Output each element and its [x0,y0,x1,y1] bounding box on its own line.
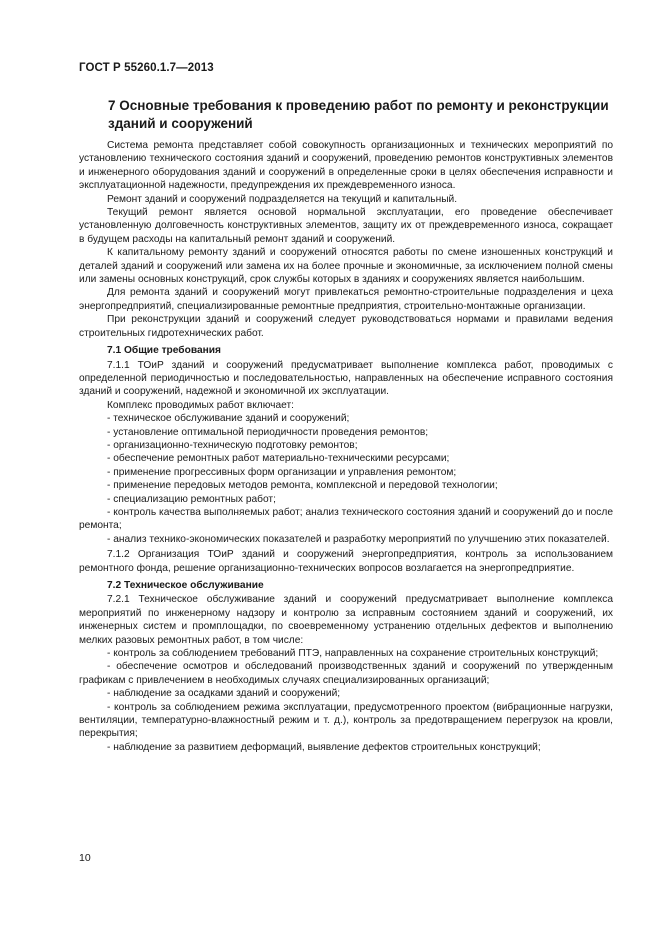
list-item: - техническое обслуживание зданий и сооружений; [107,413,350,425]
list-item: - контроль за соблюдением требований ПТЭ, направленных на сохранение строительных конструкций; [107,648,599,660]
list-item: - наблюдение за развитием деформаций, выявление дефектов строительных конструкций; [107,741,541,753]
page-number: 10 [79,852,91,864]
list-item: - наблюдение за осадками зданий и сооружений; [107,688,341,700]
list-item: - обеспечение ремонтных работ материально-техническими ресурсами; [107,453,450,465]
document-body [79,139,613,754]
document-header: ГОСТ Р 55260.1.7—2013 [79,62,214,74]
list-item: - применение прогрессивных форм организации и управления ремонтом; [107,466,457,478]
list-item: - анализ технико-экономических показателей и разработку мероприятий по улучшению этих показателей. [107,533,610,545]
list-item: - контроль за соблюдением режима эксплуатации, предусмотренного проектом (вибрационные нагрузки, вентиляции, температурно-влажностный режим и т. д.), контроль за предотвращением перегрузок на кровли, перекрытия; [79,701,613,740]
subsection-title: 7.2 Техническое обслуживание [107,580,264,591]
paragraph: К капитальному ремонту зданий и сооружений относятся работы по смене изношенных конструкций и деталей зданий и сооружений или замена их на более прочные и экономичные, за исключением полной смены или замены основных конструкций, срок службы которых в зданиях и сооружениях является наибольшим. [79,247,613,286]
paragraph: При реконструкции зданий и сооружений следует руководствоваться нормами и правилами ведения строительных гидротехнических работ. [79,314,613,339]
list-item: - применение передовых методов ремонта, комплексной и передовой технологии; [107,480,498,492]
paragraph: Система ремонта представляет собой совокупность организационных и технических мероприятий по установлению технического состояния зданий и сооружений, проведению ремонтов конструктивных элементов и инженерного оборудования зданий и сооружений в определенные сроки в целях обеспечения исправности и эксплуатационной надежности, предупреждения их преждевременного износа. [79,140,613,192]
list-item: - специализацию ремонтных работ; [107,493,276,505]
paragraph: 7.1.2 Организация ТОиР зданий и сооружений энергопредприятия, контроль за использованием ремонтного фонда, решение организационно-технических вопросов возлагается на энергопредприятие. [79,549,613,574]
paragraph: Ремонт зданий и сооружений подразделяется на текущий и капитальный. [107,193,458,205]
section-title: 7 Основные требования к проведению работ по ремонту и реконструкции зданий и сооружений [108,98,609,131]
list-item: - обеспечение осмотров и обследований производственных зданий и сооружений по утвержденным графикам с привлечением в необходимых случаях специализированных организаций; [79,661,613,686]
list-item: - контроль качества выполняемых работ; анализ технического состояния зданий и сооружений до и после ремонта; [79,506,613,532]
subsection-title: 7.1 Общие требования [107,345,221,357]
paragraph: 7.1.1 ТОиР зданий и сооружений предусматривает выполнение комплекса работ, проводимых с определенной периодичностью и последовательностью, направленных на обеспечение исправного состояния зданий и сооружений, надежной и экономичной их эксплуатации. [79,359,613,398]
list-item: - организационно-техническую подготовку ремонтов; [107,439,358,451]
paragraph: Текущий ремонт является основой нормальной эксплуатации, его проведение обеспечивает установленную долговечность конструктивных элементов, защиту их от преждевременного износа, сокращает в будущем расходы на капитальный ремонт зданий и сооружений. [79,207,613,245]
list-item: - установление оптимальной периодичности проведения ремонтов; [107,426,429,438]
paragraph: 7.2.1 Техническое обслуживание зданий и сооружений предусматривает выполнение комплекса мероприятий по инженерному надзору и контролю за исправным состоянием зданий и сооружений, их инженерных систем и промплощадки, по своевременному устранению отдельных дефектов и выполнению мелких разовых ремонтных работ, в том числе: [79,594,613,646]
list-intro: Комплекс проводимых работ включает: [107,399,294,411]
paragraph: Для ремонта зданий и сооружений могут привлекаться ремонтно-строительные подразделения и цеха энергопредприятий, специализированные ремонтные предприятия, строительно-монтажные организации. [79,287,613,312]
